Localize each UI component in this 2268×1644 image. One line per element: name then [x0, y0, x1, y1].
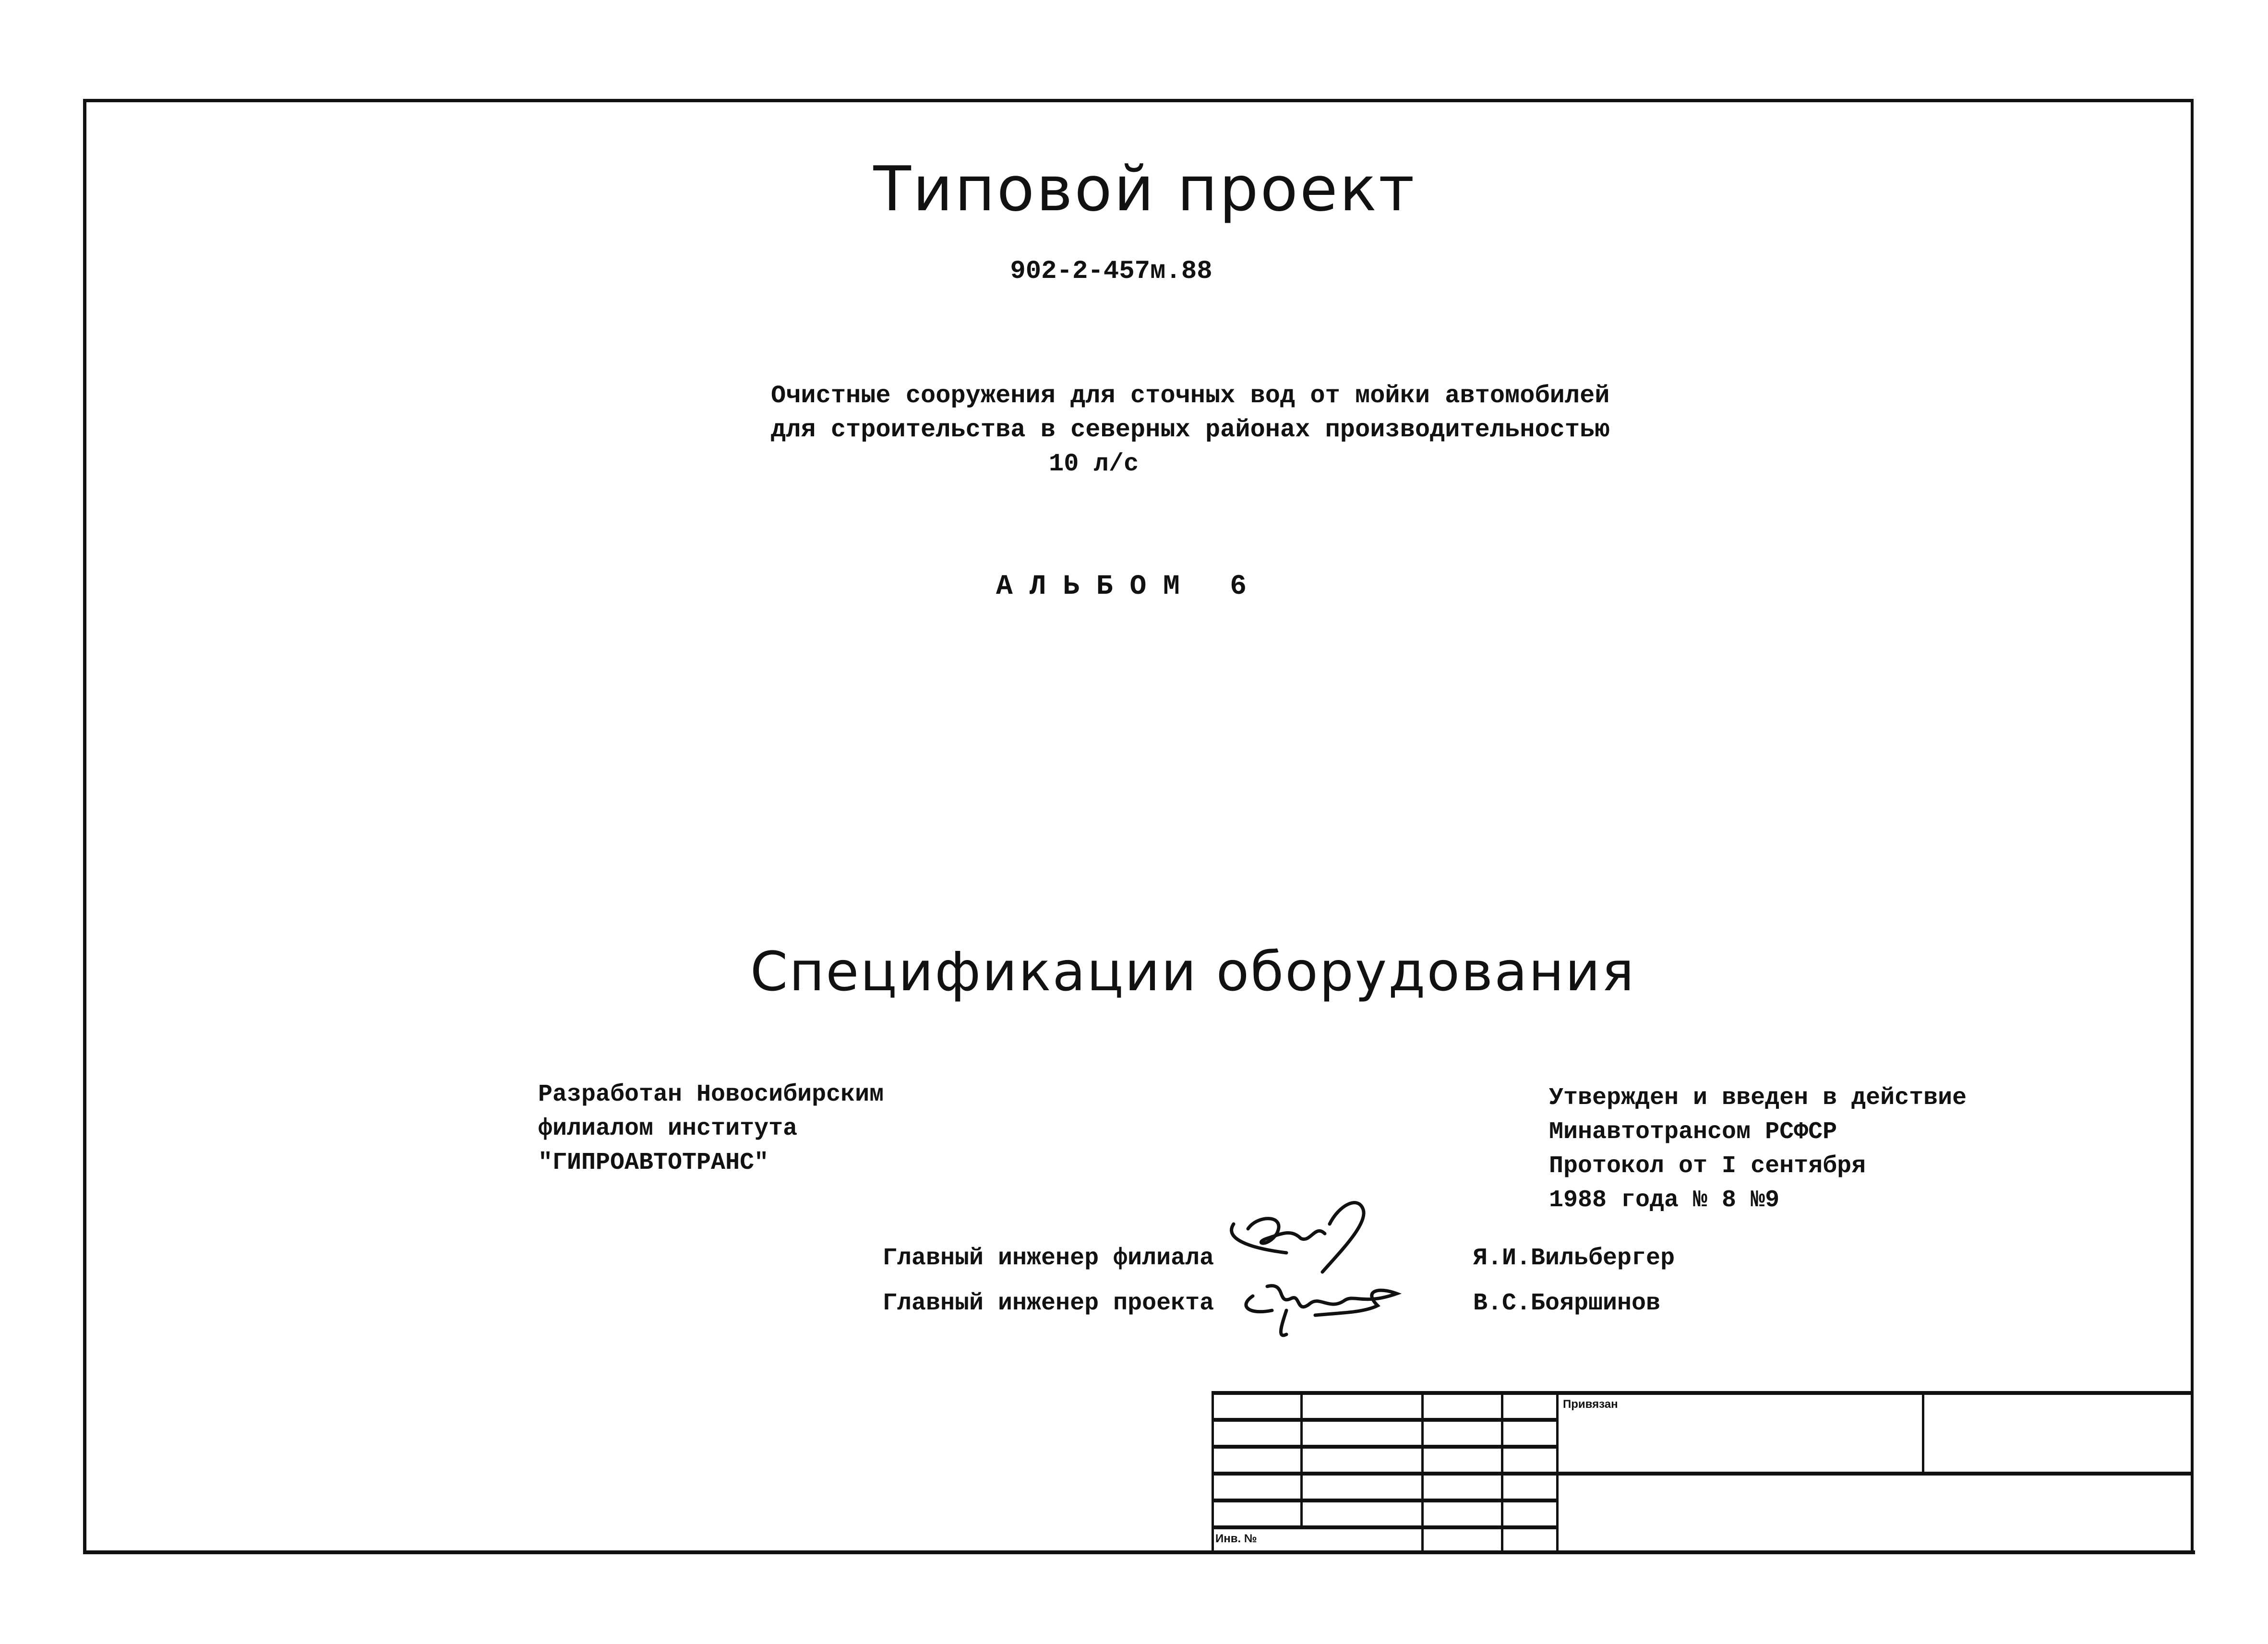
- stamp-line: [1212, 1391, 1214, 1553]
- signatory-role: Главный инженер филиала: [883, 1245, 1214, 1272]
- document-title: Типовой проект: [873, 154, 1416, 225]
- stamp-line: [1212, 1445, 1557, 1449]
- description-line-2: для строительства в северных районах производительностью: [771, 416, 1610, 444]
- stamp-line: [1212, 1472, 2191, 1476]
- drawing-frame: [83, 99, 2194, 1553]
- approval-block: [1549, 1081, 1967, 1217]
- stamp-line: [1212, 1391, 2191, 1395]
- developer-line: филиалом института: [538, 1115, 798, 1142]
- signatory-role: Главный инженер проекта: [883, 1290, 1214, 1317]
- stamp-line: [1300, 1391, 1303, 1526]
- handwritten-signatures: [1219, 1195, 1421, 1344]
- signatory-name: В.С.Бояршинов: [1473, 1290, 1661, 1317]
- stamp-line: [1212, 1499, 1557, 1502]
- linked-label: Привязан: [1563, 1398, 1618, 1411]
- stamp-line: [1421, 1391, 1424, 1553]
- stamp-line: [1501, 1391, 1503, 1553]
- signatory-name: Я.И.Вильбергер: [1473, 1245, 1675, 1272]
- project-code: 902-2-457м.88: [1010, 257, 1212, 286]
- stamp-line: [1922, 1391, 1924, 1473]
- document-subtitle: Спецификации оборудования: [750, 941, 1636, 1003]
- approval-line: Протокол от I сентября: [1549, 1152, 1866, 1180]
- developer-line: Разработан Новосибирским: [538, 1081, 884, 1108]
- signatory-roles: [883, 1236, 1214, 1326]
- inventory-number-label: Инв. №: [1215, 1532, 1257, 1545]
- approval-line: Минавтотрансом РСФСР: [1549, 1118, 1837, 1146]
- approval-line: Утвержден и введен в действие: [1549, 1084, 1967, 1112]
- stamp-line: [1212, 1525, 1557, 1529]
- description-line-3: 10 л/с: [1049, 450, 1139, 478]
- stamp-line: [1212, 1418, 1557, 1422]
- signatory-names: [1473, 1236, 1675, 1326]
- description-line-1: Очистные сооружения для сточных вод от мойки автомобилей: [771, 382, 1610, 410]
- stamp-line: [1556, 1391, 1559, 1553]
- developer-line: "ГИПРОАВТОТРАНС": [538, 1149, 769, 1176]
- frame-bottom-line: [83, 1550, 2195, 1554]
- developer-block: [538, 1078, 884, 1180]
- album-label: А Л Ь Б О М 6: [996, 571, 1247, 602]
- approval-line: 1988 года № 8 №9: [1549, 1187, 1780, 1214]
